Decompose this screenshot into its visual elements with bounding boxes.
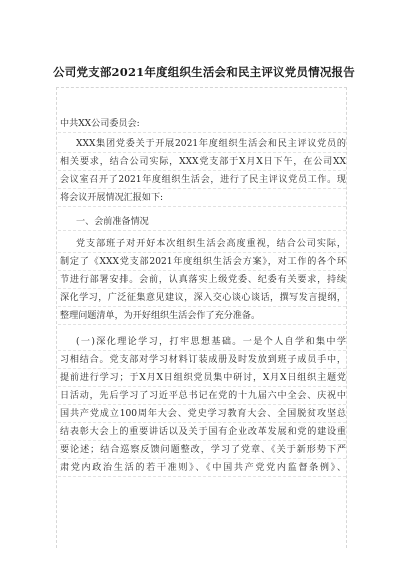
paragraph-line: 习相结合。党支部对学习材料订装成册及时发放到班子成员手中， <box>58 352 346 369</box>
paragraph-line: 深化学习，广泛征集意见建议，深入交心谈心谈话，撰写发言提纲， <box>58 290 346 307</box>
paragraph-line: 国共产党成立100周年大会、党史学习教育大会、全国脱贫攻坚总 <box>58 406 346 423</box>
paragraph-line: 会议室召开了2021年度组织生活会，进行了民主评议党员工作。现 <box>58 172 346 189</box>
paragraph-line: 整理问题清单，为开好组织生活会作了充分准备。 <box>58 308 346 325</box>
paragraph-line: 肃党内政治生活的若干准则》、《中国共产党党内监督条例》、 <box>58 460 346 477</box>
paragraph-line: 党支部班子对开好本次组织生活会高度重视，结合公司实际， <box>58 236 346 253</box>
salutation: 中共XX公司委员会: <box>58 116 346 133</box>
paragraph-line: (一)深化理论学习，打牢思想基础。一是个人自学和集中学 <box>58 334 346 351</box>
paragraph-line: 相关要求，结合公司实际，XXX党支部于X月X日下午，在公司XX <box>58 154 346 171</box>
paragraph-line: 要论述；结合巡察反馈问题整改，学习了党章、《关于新形势下严 <box>58 442 346 459</box>
paragraph-line: XXX集团党委关于开展2021年度组织生活会和民主评议党员的 <box>58 136 346 153</box>
section-heading: 一、会前准备情况 <box>58 214 346 231</box>
paragraph-line: 节进行部署安排。会前，认真落实上级党委、纪委有关要求，持续 <box>58 272 346 289</box>
paragraph-line: 提前进行学习；于X月X日组织党员集中研讨，X月X日组织主题党 <box>58 370 346 387</box>
document-title: 公司党支部2021年度组织生活会和民主评议党员情况报告 <box>53 65 355 79</box>
paragraph-line: 制定了《XXX党支部2021年度组织生活会方案》，对工作的各个环 <box>58 254 346 271</box>
paragraph-line: 结表彰大会上的重要讲话以及关于国有企业改革发展和党的建设重 <box>58 424 346 441</box>
paragraph-line: 日活动，先后学习了习近平总书记在党的十九届六中全会、庆祝中 <box>58 388 346 405</box>
paragraph-line: 将会议开展情况汇报如下: <box>58 190 346 207</box>
